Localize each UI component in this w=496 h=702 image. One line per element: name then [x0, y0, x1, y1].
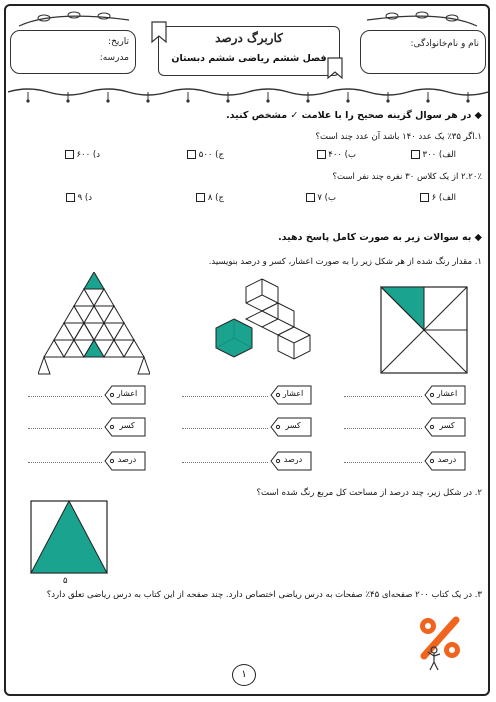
leaf-decoration-left: [14, 8, 134, 30]
tag-decimal: اعشار: [424, 385, 466, 405]
question-s2-1: ۱. مقدار رنگ شده از هر شکل زیر را به صورت اعشار، کسر و درصد بنویسید.: [208, 257, 482, 267]
hexagon-figure: [214, 276, 324, 374]
answer-line[interactable]: [28, 462, 102, 463]
diamond-bullet-icon: ◆: [471, 232, 482, 243]
option-b[interactable]: ب) ۷: [303, 193, 336, 203]
vine-divider: [8, 82, 488, 106]
worksheet-title: کاربرگ درصد: [215, 31, 283, 45]
answer-line[interactable]: [344, 396, 422, 397]
page-number: ۱: [232, 664, 256, 686]
option-d[interactable]: د) ۶۰۰: [62, 150, 100, 160]
tag-percent: درصد: [270, 451, 312, 471]
answer-line[interactable]: [28, 396, 102, 397]
question-1: ۱.اگر ۳۵٪ یک عدد ۱۴۰ باشد آن عدد چند است؟: [315, 132, 482, 142]
triangle-grid-figure: [38, 272, 150, 376]
answer-line[interactable]: [344, 428, 422, 429]
checkbox[interactable]: [306, 193, 315, 202]
checkbox[interactable]: [317, 150, 326, 159]
name-label: نام و نام‌خانوادگی:: [410, 39, 479, 49]
tag-fraction: کسر: [104, 417, 146, 437]
answer-line[interactable]: [182, 396, 268, 397]
section1-heading: [226, 110, 482, 121]
answer-line[interactable]: [182, 462, 268, 463]
square-with-triangle-figure: [30, 500, 108, 574]
checkbox[interactable]: [65, 150, 74, 159]
title-box: [158, 26, 340, 76]
checkbox[interactable]: [411, 150, 420, 159]
school-label: مدرسه:: [99, 53, 129, 63]
tag-decimal: اعشار: [270, 385, 312, 405]
checkbox[interactable]: [196, 193, 205, 202]
side-length-label: ۵: [63, 576, 68, 586]
section2-heading-text: به سوالات زیر به صورت کامل پاسخ دهید.: [278, 232, 472, 243]
worksheet-subtitle: فصل ششم ریاضی ششم دبستان: [171, 53, 327, 64]
checkbox[interactable]: [187, 150, 196, 159]
square-triangles-figure: [380, 286, 468, 374]
name-box: [360, 30, 486, 74]
date-school-box: [10, 30, 136, 74]
question-s2-2: ۲. در شکل زیر، چند درصد از مساحت کل مربع رنگ شده است؟: [256, 488, 482, 498]
tag-fraction: کسر: [424, 417, 466, 437]
section1-heading-text: در هر سوال گزینه صحیح را با علامت ✓ مشخص کنید.: [226, 110, 472, 121]
checkbox[interactable]: [66, 193, 75, 202]
answer-line[interactable]: [28, 428, 102, 429]
option-c[interactable]: ج) ۸: [193, 193, 224, 203]
ribbon-icon: [150, 20, 168, 44]
option-b[interactable]: ب) ۴۰۰: [314, 150, 356, 160]
tag-fraction: کسر: [270, 417, 312, 437]
question-2: ۲.۲۰٪ از یک کلاس ۳۰ نفره چند نفر است؟: [332, 172, 482, 182]
answer-line[interactable]: [182, 428, 268, 429]
question-s2-3: ۳. در یک کتاب ۲۰۰ صفحه‌ای ۴۵٪ صفحات به درس ریاضی اختصاص دارد. چند صفحه از این کتاب به درس ریاضی تعلق دارد؟: [46, 590, 482, 600]
percent-logo-icon: [412, 612, 468, 672]
tag-percent: درصد: [424, 451, 466, 471]
checkbox[interactable]: [420, 193, 429, 202]
diamond-bullet-icon: ◆: [471, 110, 482, 121]
section2-heading: [278, 232, 482, 243]
date-label: تاریخ:: [108, 37, 129, 47]
leaf-decoration-right: [362, 8, 482, 30]
answer-line[interactable]: [344, 462, 422, 463]
option-d[interactable]: د) ۹: [63, 193, 92, 203]
option-c[interactable]: ج) ۵۰۰: [184, 150, 224, 160]
option-a[interactable]: الف) ۳۰۰: [408, 150, 456, 160]
tag-decimal: اعشار: [104, 385, 146, 405]
ribbon-icon: [326, 56, 344, 80]
option-a[interactable]: الف) ۶: [417, 193, 456, 203]
tag-percent: درصد: [104, 451, 146, 471]
